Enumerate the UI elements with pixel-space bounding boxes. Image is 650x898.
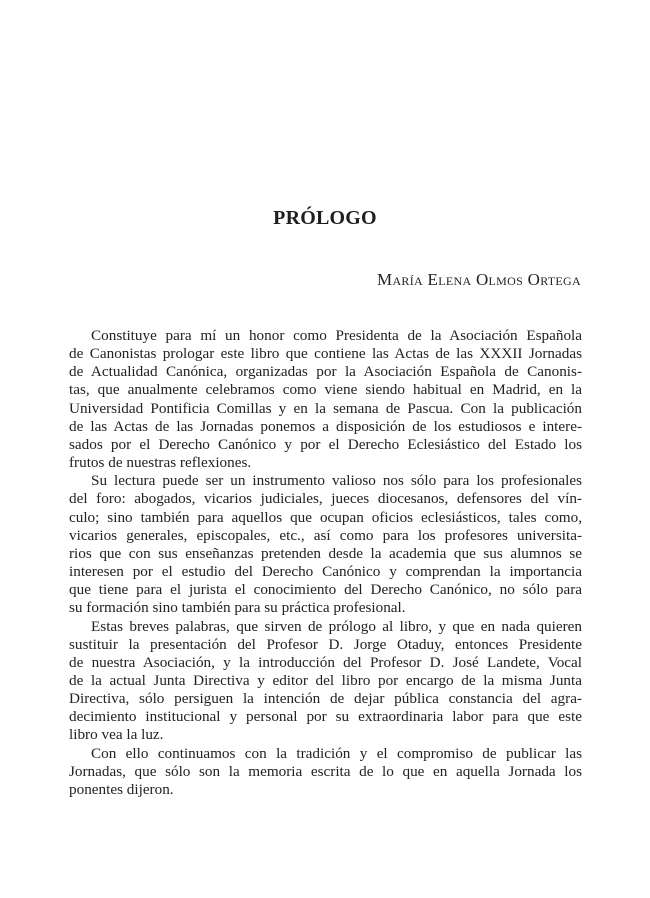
text-line: sados por el Derecho Canónico y por el Derecho Eclesiástico del Estado los (69, 435, 582, 453)
text-line: libro vea la luz. (69, 726, 164, 744)
text-line: Jornadas, que sólo son la memoria escrita de lo que en aquella Jornada los (69, 762, 582, 780)
text-line: interesen por el estudio del Derecho Canónico y comprendan la importancia (69, 563, 582, 581)
text-line: Universidad Pontificia Comillas y en la semana de Pascua. Con la publicación (69, 399, 582, 417)
text-line: tas, que anualmente celebramos como viene siendo habitual en Madrid, en la (69, 381, 582, 399)
page-title: PRÓLOGO (273, 207, 377, 229)
text-line: Constituye para mí un honor como Presidenta de la Asociación Española (91, 327, 582, 344)
author-name: María Elena Olmos Ortega (377, 270, 581, 289)
text-line: que tiene para el jurista el conocimiento del Derecho Canónico, no sólo para (69, 581, 582, 599)
text-line: frutos de nuestras reflexiones. (69, 454, 252, 472)
paragraph-3 (69, 618, 582, 745)
text-line: Con ello continuamos con la tradición y el compromiso de publicar las (91, 744, 582, 762)
text-line: de las Actas de las Jornadas ponemos a disposición de los estudiosos e intere- (69, 417, 582, 435)
text-line: ponentes dijeron. (69, 780, 174, 798)
paragraph-2 (69, 472, 582, 617)
text-line: decimiento institucional y personal por su extraordinaria labor para que este (69, 708, 582, 726)
text-line: de Canonistas prologar este libro que contiene las Actas de las XXXII Jornadas (69, 345, 582, 363)
text-line: su formación sino también para su práctica profesional. (69, 599, 406, 617)
paragraph-4 (69, 745, 582, 799)
text-line: Directiva, sólo persiguen la intención de dejar pública constancia del agra- (69, 690, 582, 708)
text-line: rios que con sus enseñanzas pretenden desde la academia que sus alumnos se (69, 544, 582, 562)
text-line: Estas breves palabras, que sirven de prólogo al libro, y que en nada quieren (91, 617, 582, 635)
text-line: Su lectura puede ser un instrumento valioso nos sólo para los profesionales (91, 472, 582, 490)
text-line: de nuestra Asociación, y la introducción del Profesor D. José Landete, Vocal (69, 653, 582, 671)
text-line: vicarios generales, episcopales, etc., así como para los profesores universita- (69, 526, 582, 544)
text-line: de la actual Junta Directiva y editor del libro por encargo de la misma Junta (69, 671, 582, 689)
paragraph-1 (69, 327, 582, 472)
prologue-body (69, 327, 582, 799)
text-line: del foro: abogados, vicarios judiciales, jueces diocesanos, defensores del vín- (69, 490, 582, 508)
text-line: culo; sino también para aquellos que ocupan oficios eclesiásticos, tales como, (69, 508, 582, 526)
text-line: sustituir la presentación del Profesor D. Jorge Otaduy, entonces Presidente (69, 635, 582, 653)
text-line: de Actualidad Canónica, organizadas por la Asociación Española de Canonis- (69, 363, 582, 381)
